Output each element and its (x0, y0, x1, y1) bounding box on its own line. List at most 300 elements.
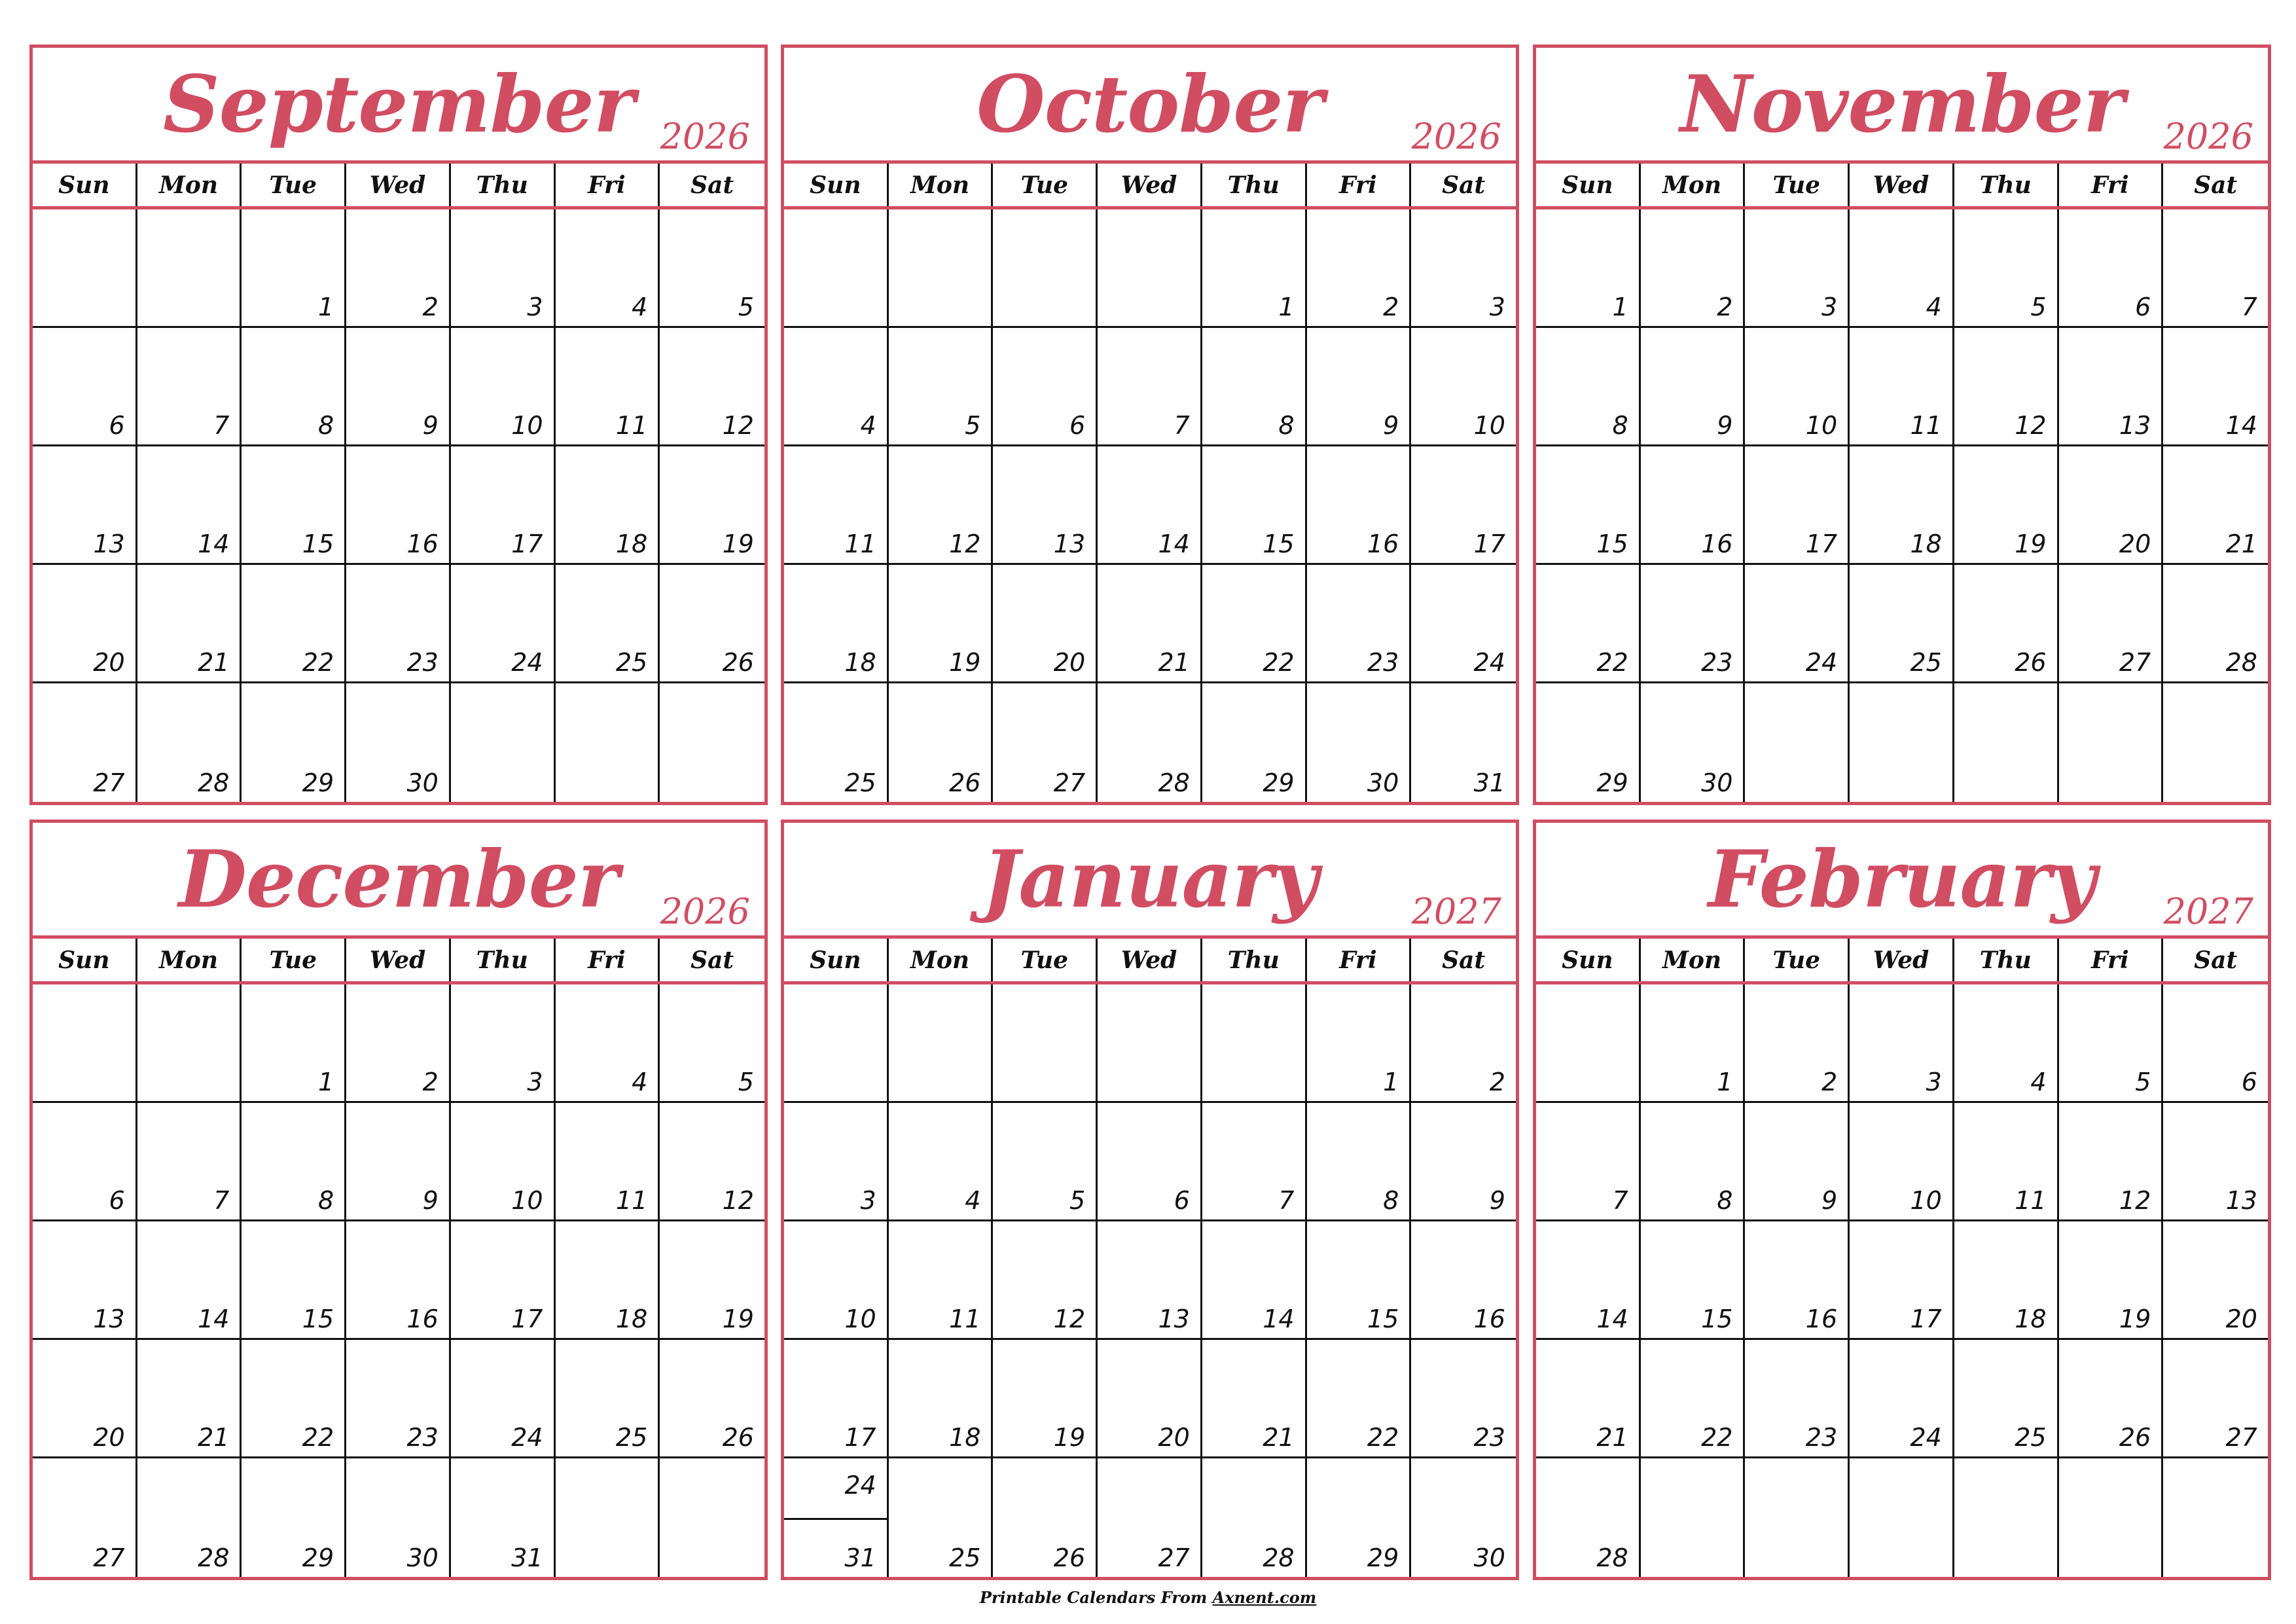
day-cell (993, 565, 1098, 683)
month-title: October (977, 58, 1323, 151)
month-october (781, 45, 1519, 805)
day-cell (33, 984, 137, 1103)
day-cell (993, 328, 1098, 446)
day-cell (1641, 209, 1746, 328)
day-cell (1536, 446, 1641, 565)
day-cell (1954, 1340, 2059, 1458)
day-number: 26 (1053, 1543, 1086, 1572)
day-cell (1641, 446, 1746, 565)
day-number: 29 (1367, 1543, 1399, 1572)
day-number: 5 (2030, 293, 2047, 321)
day-number: 20 (1053, 648, 1086, 677)
day-cell (784, 446, 889, 565)
day-number: 21 (198, 648, 230, 677)
day-cell (1745, 209, 1850, 328)
weekday-header-row (784, 939, 1516, 984)
day-cell (1641, 1103, 1746, 1221)
day-number: 14 (198, 530, 230, 558)
day-cell (451, 1340, 556, 1458)
weekday-label: Tue (1745, 164, 1850, 206)
day-cell (346, 209, 451, 328)
day-cell (784, 683, 889, 802)
day-cell (1850, 683, 1954, 802)
day-number: 19 (2015, 530, 2047, 558)
day-cell (1954, 328, 2059, 446)
day-number: 11 (615, 411, 648, 440)
weekday-label: Sat (2194, 946, 2238, 974)
day-cell (1202, 984, 1307, 1103)
day-cell (2163, 1103, 2268, 1221)
day-number: 9 (422, 411, 439, 440)
day-cell (1536, 1458, 1641, 1577)
day-cell (1307, 1458, 1412, 1577)
day-cell (33, 1458, 137, 1577)
day-number: 28 (198, 768, 230, 797)
day-cell (242, 209, 346, 328)
weekday-label: Sun (1536, 939, 1641, 981)
day-cell (784, 1103, 889, 1221)
day-cell (1641, 683, 1746, 802)
day-cell (1641, 1340, 1746, 1458)
weekday-label: Mon (1641, 164, 1746, 206)
day-number: 12 (1053, 1305, 1086, 1333)
day-cell (33, 328, 137, 446)
weekday-header-row (1536, 939, 2268, 984)
month-year: 2027 (2163, 891, 2253, 932)
day-number: 6 (2241, 1068, 2257, 1096)
day-cell (993, 1221, 1098, 1340)
day-number: 20 (2225, 1305, 2257, 1333)
day-cell (660, 565, 764, 683)
day-cell (889, 446, 994, 565)
day-number: 15 (302, 1305, 334, 1333)
day-number: 5 (738, 1068, 754, 1096)
day-number: 21 (1596, 1423, 1628, 1452)
day-cell (889, 683, 994, 802)
day-cell (1307, 683, 1412, 802)
day-cell (2059, 328, 2164, 446)
day-number: 6 (2135, 293, 2151, 321)
day-number: 28 (2225, 648, 2257, 677)
day-cell (1536, 683, 1641, 802)
month-year: 2026 (660, 891, 750, 932)
day-cell (1411, 1221, 1516, 1340)
day-cell (993, 1340, 1098, 1458)
day-number: 8 (1383, 1186, 1399, 1215)
day-cell (451, 984, 556, 1103)
day-number: 7 (1278, 1186, 1295, 1215)
day-cell (451, 1221, 556, 1340)
day-cell (33, 446, 137, 565)
weekday-label: Sat (691, 171, 734, 199)
day-number: 9 (422, 1186, 439, 1215)
day-number: 14 (2225, 411, 2257, 440)
weekday-label: Thu (1202, 164, 1307, 206)
day-number: 11 (615, 1186, 648, 1215)
day-cell (1850, 1458, 1954, 1577)
day-cell (451, 565, 556, 683)
day-number: 24 (844, 1471, 876, 1500)
day-number: 27 (93, 768, 125, 797)
day-cell (1307, 1221, 1412, 1340)
day-number: 7 (1612, 1186, 1628, 1215)
day-cell (1307, 209, 1412, 328)
day-number: 17 (1805, 530, 1838, 558)
day-number: 12 (722, 1186, 754, 1215)
day-cell (1411, 1458, 1516, 1577)
weekday-label: Thu (1202, 939, 1307, 981)
day-cell (33, 1103, 137, 1221)
day-number: 25 (2015, 1423, 2047, 1452)
day-cell (2059, 1340, 2164, 1458)
weekday-label: Sun (784, 164, 889, 206)
month-year: 2026 (660, 116, 750, 157)
day-number: 15 (1596, 530, 1628, 558)
day-number: 10 (511, 411, 543, 440)
day-cell (33, 1221, 137, 1340)
day-cell (1536, 1340, 1641, 1458)
day-cell (1202, 1221, 1307, 1340)
day-cell (1202, 209, 1307, 328)
day-cell (784, 1458, 889, 1577)
day-cell (451, 328, 556, 446)
weekday-label: Wed (346, 939, 451, 981)
day-cell (1536, 1221, 1641, 1340)
day-number: 24 (1473, 648, 1505, 677)
weekday-label: Tue (242, 164, 346, 206)
day-number: 16 (1473, 1305, 1505, 1333)
day-cell (1307, 446, 1412, 565)
day-number: 5 (965, 411, 981, 440)
day-cell (889, 1458, 994, 1577)
day-cell (660, 328, 764, 446)
day-number: 8 (1612, 411, 1628, 440)
day-cell (1098, 683, 1202, 802)
month-header (33, 823, 764, 939)
day-cell (2059, 683, 2164, 802)
day-number: 19 (722, 1305, 754, 1333)
day-number: 21 (198, 1423, 230, 1452)
day-number: 22 (1596, 648, 1628, 677)
day-number: 27 (93, 1543, 125, 1572)
day-cell (1954, 1221, 2059, 1340)
day-number: 10 (1910, 1186, 1942, 1215)
day-number: 5 (738, 293, 754, 321)
day-number: 8 (1278, 411, 1295, 440)
day-cell (242, 1103, 346, 1221)
day-grid (1536, 209, 2268, 802)
day-number: 13 (2225, 1186, 2257, 1215)
day-number: 21 (1263, 1423, 1295, 1452)
day-number: 23 (1473, 1423, 1505, 1452)
day-cell (346, 984, 451, 1103)
day-number: 30 (406, 1543, 439, 1572)
weekday-label: Tue (993, 164, 1098, 206)
day-cell (1307, 328, 1412, 446)
day-number: 26 (722, 648, 754, 677)
day-cell (556, 1103, 660, 1221)
weekday-label: Fri (1307, 164, 1412, 206)
day-cell (33, 209, 137, 328)
month-title: December (178, 833, 619, 926)
day-cell (2163, 1340, 2268, 1458)
day-number: 9 (1821, 1186, 1838, 1215)
day-number: 4 (632, 293, 648, 321)
day-cell (1411, 1103, 1516, 1221)
day-cell (784, 565, 889, 683)
day-cell (451, 683, 556, 802)
weekday-label: Thu (1954, 939, 2059, 981)
day-cell (242, 446, 346, 565)
day-number: 29 (1263, 768, 1295, 797)
day-number: 23 (406, 1423, 439, 1452)
day-number: 16 (406, 1305, 439, 1333)
day-number: 3 (527, 1068, 543, 1096)
day-cell (1641, 1458, 1746, 1577)
month-title: September (162, 58, 635, 151)
day-number: 13 (1158, 1305, 1190, 1333)
day-cell (784, 328, 889, 446)
day-number: 16 (1701, 530, 1733, 558)
day-number: 17 (511, 1305, 543, 1333)
day-number: 2 (1717, 293, 1733, 321)
day-number: 2 (1821, 1068, 1838, 1096)
day-cell (889, 984, 994, 1103)
day-number: 19 (949, 648, 981, 677)
day-cell (242, 1340, 346, 1458)
weekday-label: Tue (1745, 939, 1850, 981)
footer-site-link[interactable]: Axnent.com (1212, 1588, 1317, 1607)
day-cell (660, 209, 764, 328)
day-cell (1536, 984, 1641, 1103)
weekday-label: Tue (993, 939, 1098, 981)
day-cell (2163, 328, 2268, 446)
day-number: 24 (1910, 1423, 1942, 1452)
day-cell (2059, 984, 2164, 1103)
day-cell (660, 984, 764, 1103)
day-cell (1850, 984, 1954, 1103)
day-cell (1411, 984, 1516, 1103)
day-cell (2163, 1221, 2268, 1340)
weekday-label: Sun (784, 939, 889, 981)
day-cell (889, 209, 994, 328)
day-cell (346, 1340, 451, 1458)
day-cell (1641, 1221, 1746, 1340)
day-number: 23 (1701, 648, 1733, 677)
day-number: 7 (2241, 293, 2257, 321)
day-cell (1307, 565, 1412, 683)
day-cell (784, 209, 889, 328)
weekday-label: Wed (1098, 164, 1202, 206)
weekday-label: Sat (2194, 171, 2238, 199)
day-number: 17 (1473, 530, 1505, 558)
day-cell (889, 1103, 994, 1221)
day-cell (1202, 565, 1307, 683)
day-number: 24 (511, 648, 543, 677)
day-number: 25 (615, 648, 648, 677)
weekday-label: Fri (2059, 164, 2164, 206)
day-cell (1411, 1340, 1516, 1458)
day-number: 20 (2119, 530, 2151, 558)
month-header (33, 48, 764, 164)
day-cell (137, 683, 242, 802)
day-number: 13 (2119, 411, 2151, 440)
weekday-label: Fri (556, 939, 660, 981)
day-cell (137, 328, 242, 446)
day-number: 26 (722, 1423, 754, 1452)
day-cell (1954, 683, 2059, 802)
month-year: 2027 (1411, 891, 1501, 932)
day-cell (1641, 565, 1746, 683)
day-cell (2163, 565, 2268, 683)
month-title: November (1679, 58, 2125, 151)
day-number: 26 (2015, 648, 2047, 677)
weekday-label: Sun (1536, 164, 1641, 206)
day-cell (1411, 328, 1516, 446)
day-number: 7 (1174, 411, 1190, 440)
day-cell (1098, 1221, 1202, 1340)
day-cell (242, 565, 346, 683)
day-number: 27 (2119, 648, 2151, 677)
day-number: 4 (965, 1186, 981, 1215)
day-number: 6 (109, 411, 125, 440)
day-number: 3 (1926, 1068, 1942, 1096)
day-number: 31 (1473, 768, 1505, 797)
day-cell (660, 1103, 764, 1221)
day-cell (1954, 209, 2059, 328)
month-february (1533, 820, 2271, 1580)
weekday-label: Mon (137, 164, 242, 206)
day-number: 12 (2119, 1186, 2151, 1215)
day-cell (660, 1221, 764, 1340)
day-cell (556, 683, 660, 802)
weekday-label: Sat (691, 946, 734, 974)
month-header (784, 48, 1516, 164)
day-cell (137, 1221, 242, 1340)
day-number: 10 (511, 1186, 543, 1215)
weekday-label: Sat (1442, 171, 1486, 199)
day-cell (1411, 209, 1516, 328)
day-number: 11 (1910, 411, 1942, 440)
weekday-label: Sat (1442, 946, 1486, 974)
day-cell (1098, 209, 1202, 328)
day-cell (1954, 984, 2059, 1103)
day-number: 22 (302, 648, 334, 677)
day-cell (993, 446, 1098, 565)
day-number: 12 (722, 411, 754, 440)
day-cell (1536, 209, 1641, 328)
day-number: 14 (1596, 1305, 1628, 1333)
day-cell (993, 1458, 1098, 1577)
day-cell (660, 446, 764, 565)
weekday-label: Fri (1307, 939, 1412, 981)
day-cell (2163, 984, 2268, 1103)
day-cell (556, 984, 660, 1103)
day-cell (1202, 1340, 1307, 1458)
day-number: 27 (2225, 1423, 2257, 1452)
day-cell (1411, 683, 1516, 802)
day-cell (1536, 565, 1641, 683)
month-title: February (1708, 833, 2096, 926)
day-number: 21 (1158, 648, 1190, 677)
month-header (784, 823, 1516, 939)
day-cell (1202, 1103, 1307, 1221)
day-number: 19 (2119, 1305, 2151, 1333)
day-cell (1850, 446, 1954, 565)
day-cell (784, 1221, 889, 1340)
day-cell (1098, 328, 1202, 446)
day-number: 18 (844, 648, 876, 677)
weekday-label: Mon (889, 164, 994, 206)
month-title: January (982, 833, 1318, 926)
day-cell (1850, 565, 1954, 683)
day-number: 3 (860, 1186, 876, 1215)
day-number: 17 (511, 530, 543, 558)
day-number: 19 (1053, 1423, 1086, 1452)
day-number: 18 (615, 530, 648, 558)
day-cell (1307, 1103, 1412, 1221)
day-cell (137, 984, 242, 1103)
day-number: 14 (198, 1305, 230, 1333)
day-number: 8 (317, 411, 334, 440)
month-january (781, 820, 1519, 1580)
day-cell (889, 565, 994, 683)
day-number: 2 (1383, 293, 1399, 321)
day-cell (346, 683, 451, 802)
day-cell (242, 683, 346, 802)
day-number: 4 (860, 411, 876, 440)
day-number: 18 (949, 1423, 981, 1452)
day-cell (451, 209, 556, 328)
weekday-label: Fri (556, 164, 660, 206)
day-number: 22 (1263, 648, 1295, 677)
day-cell (2163, 209, 2268, 328)
day-cell (1745, 1458, 1850, 1577)
day-grid (784, 984, 1516, 1577)
day-cell (1098, 1458, 1202, 1577)
day-number: 13 (1053, 530, 1086, 558)
day-number: 23 (1367, 648, 1399, 677)
day-grid (1536, 984, 2268, 1577)
day-number: 15 (1263, 530, 1295, 558)
day-number: 1 (1278, 293, 1295, 321)
day-cell (346, 446, 451, 565)
day-cell (2059, 446, 2164, 565)
day-cell (451, 446, 556, 565)
day-number: 16 (406, 530, 439, 558)
day-number: 31 (844, 1543, 876, 1572)
day-cell (1411, 565, 1516, 683)
day-number: 15 (302, 530, 334, 558)
day-number: 1 (1383, 1068, 1399, 1096)
day-number: 4 (1926, 293, 1942, 321)
day-cell (1954, 446, 2059, 565)
day-number: 28 (1158, 768, 1190, 797)
weekday-header-row (33, 164, 764, 209)
day-cell (137, 209, 242, 328)
day-cell (993, 984, 1098, 1103)
day-cell (1850, 328, 1954, 446)
day-number: 30 (1701, 768, 1733, 797)
day-cell (660, 683, 764, 802)
day-number: 1 (317, 293, 334, 321)
day-cell (137, 1103, 242, 1221)
day-cell (2059, 1221, 2164, 1340)
split-divider (784, 1518, 887, 1520)
day-cell (1745, 1103, 1850, 1221)
day-cell (784, 1340, 889, 1458)
day-cell (556, 328, 660, 446)
